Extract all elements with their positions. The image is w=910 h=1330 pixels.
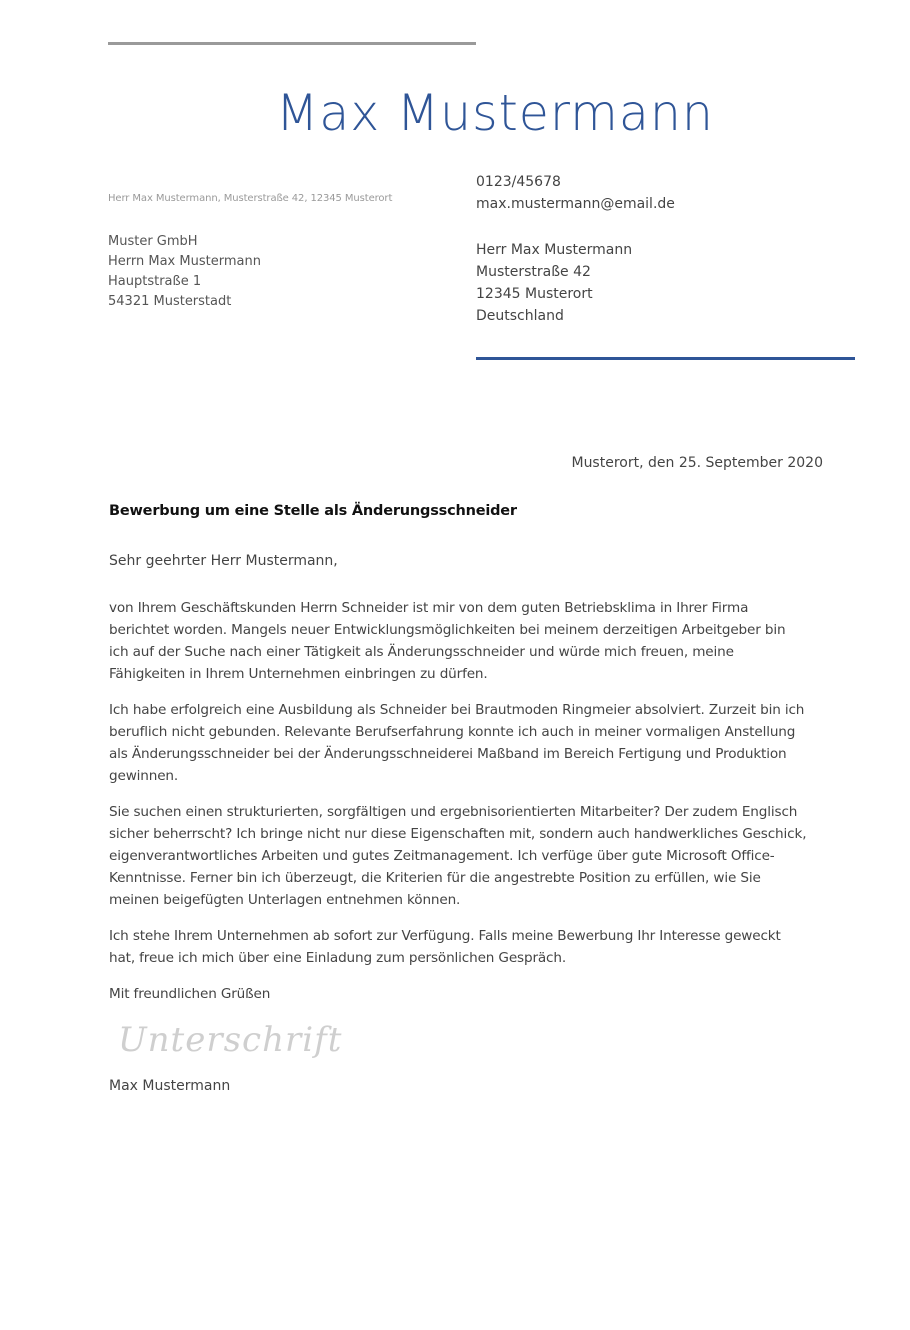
letter-subject: Bewerbung um eine Stelle als Änderungsschneider xyxy=(109,503,517,519)
email-address: max.mustermann@email.de xyxy=(476,196,675,212)
contact-block xyxy=(476,171,675,215)
sender-country: Deutschland xyxy=(476,308,564,324)
place-and-date: Musterort, den 25. September 2020 xyxy=(571,455,823,471)
sender-name: Herr Max Mustermann xyxy=(476,242,633,258)
signature-placeholder: Unterschrift xyxy=(118,1020,343,1060)
sender-return-address-line: Herr Max Mustermann, Musterstraße 42, 12345 Musterort xyxy=(108,193,393,204)
signer-name: Max Mustermann xyxy=(109,1078,231,1094)
header-gray-rule xyxy=(108,42,476,45)
recipient-company: Muster GmbH xyxy=(108,234,198,249)
body-paragraph-1: von Ihrem Geschäftskunden Herrn Schneider ist mir von dem guten Betriebsklima in Ihrer Firma berichtet worden. Mangels neuer Entwicklungsmöglichkeiten bei meinem derzeitigen Arbeitgeber bin ich auf der Suche nach einer Tätigkeit als Änderungsschneider und würde mich freuen, meine Fähigkeiten in Ihrem Unternehmen einbringen zu dürfen. xyxy=(109,600,786,682)
closing-phrase: Mit freundlichen Grüßen xyxy=(109,986,271,1002)
sender-address-block xyxy=(476,239,632,327)
body-paragraph-4: Ich stehe Ihrem Unternehmen ab sofort zur Verfügung. Falls meine Bewerbung Ihr Interesse geweckt hat, freue ich mich über eine Einladung zum persönlichen Gespräch. xyxy=(109,928,781,966)
phone-number: 0123/45678 xyxy=(476,174,561,190)
sender-city: 12345 Musterort xyxy=(476,286,593,302)
salutation: Sehr geehrter Herr Mustermann, xyxy=(109,553,338,569)
recipient-address-block xyxy=(108,232,261,312)
recipient-contact-person: Herrn Max Mustermann xyxy=(108,254,261,269)
recipient-street: Hauptstraße 1 xyxy=(108,274,202,289)
body-paragraph-3: Sie suchen einen strukturierten, sorgfältigen und ergebnisorientierten Mitarbeiter? Der zudem Englisch sicher beherrscht? Ich bringe nicht nur diese Eigenschaften mit, sondern auch handwerkliches Geschick, eigenverantwortliches Arbeiten und gutes Zeitmanagement. Ich verfüge über gute Microsoft Office-Kenntnisse. Ferner bin ich überzeugt, die Kriterien für die angestrebte Position zu erfüllen, wie Sie meinen beigefügten Unterlagen entnehmen können. xyxy=(109,804,807,908)
applicant-name-title: Max Mustermann xyxy=(276,84,714,142)
letter-body xyxy=(109,597,809,1019)
body-paragraph-2: Ich habe erfolgreich eine Ausbildung als Schneider bei Brautmoden Ringmeier absolviert. Zurzeit bin ich beruflich nicht gebunden. Relevante Berufserfahrung konnte ich auch in meiner vormaligen Anstellung als Änderungsschneider bei der Änderungsschneiderei Maßband im Bereich Fertigung und Produktion gewinnen. xyxy=(109,702,805,784)
recipient-city: 54321 Musterstadt xyxy=(108,294,232,309)
sender-street: Musterstraße 42 xyxy=(476,264,591,280)
accent-blue-rule xyxy=(476,357,855,360)
